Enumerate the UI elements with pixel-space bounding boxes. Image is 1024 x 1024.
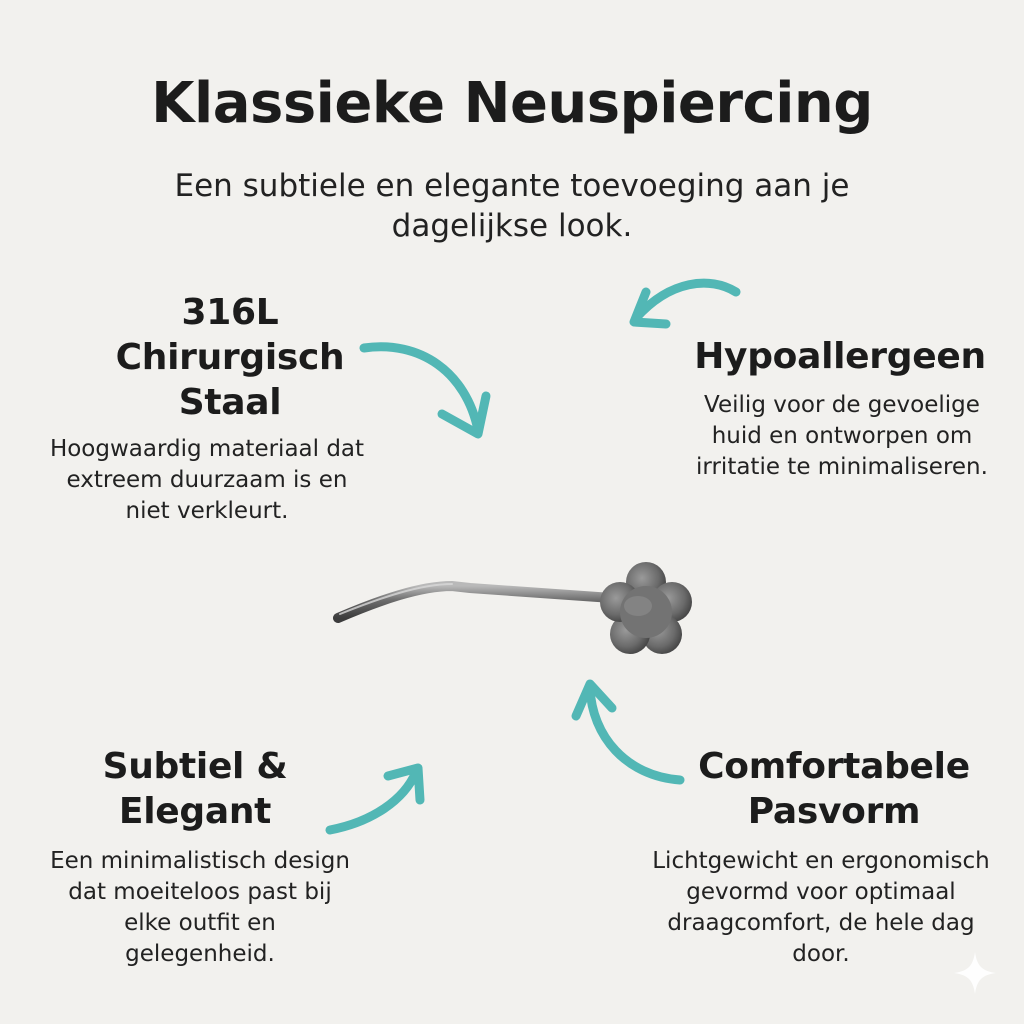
feature-style-description: Een minimalistisch design dat moeiteloos past bij elke outfit en gelegenheid.: [50, 848, 350, 967]
page-title: Klassieke Neuspiercing: [151, 71, 873, 136]
feature-material-title: 316L Chirurgisch Staal: [115, 292, 345, 423]
feature-hypoallergenic-description: Veilig voor de gevoelige huid en ontworpen om irritatie te minimaliseren.: [696, 392, 988, 480]
feature-comfort-title: Comfortabele Pasvorm: [698, 746, 970, 832]
sparkle-icon: [950, 948, 1000, 998]
feature-comfort-description: Lichtgewicht en ergonomisch gevormd voor optimaal draagcomfort, de hele dag door.: [652, 848, 990, 967]
page-subtitle: Een subtiele en elegante toevoeging aan je dagelijkse look.: [174, 168, 850, 244]
feature-hypoallergenic-title: Hypoallergeen: [694, 336, 986, 377]
feature-style-title: Subtiel & Elegant: [102, 746, 288, 832]
feature-material-description: Hoogwaardig materiaal dat extreem duurzaam is en niet verkleurt.: [49, 436, 365, 524]
